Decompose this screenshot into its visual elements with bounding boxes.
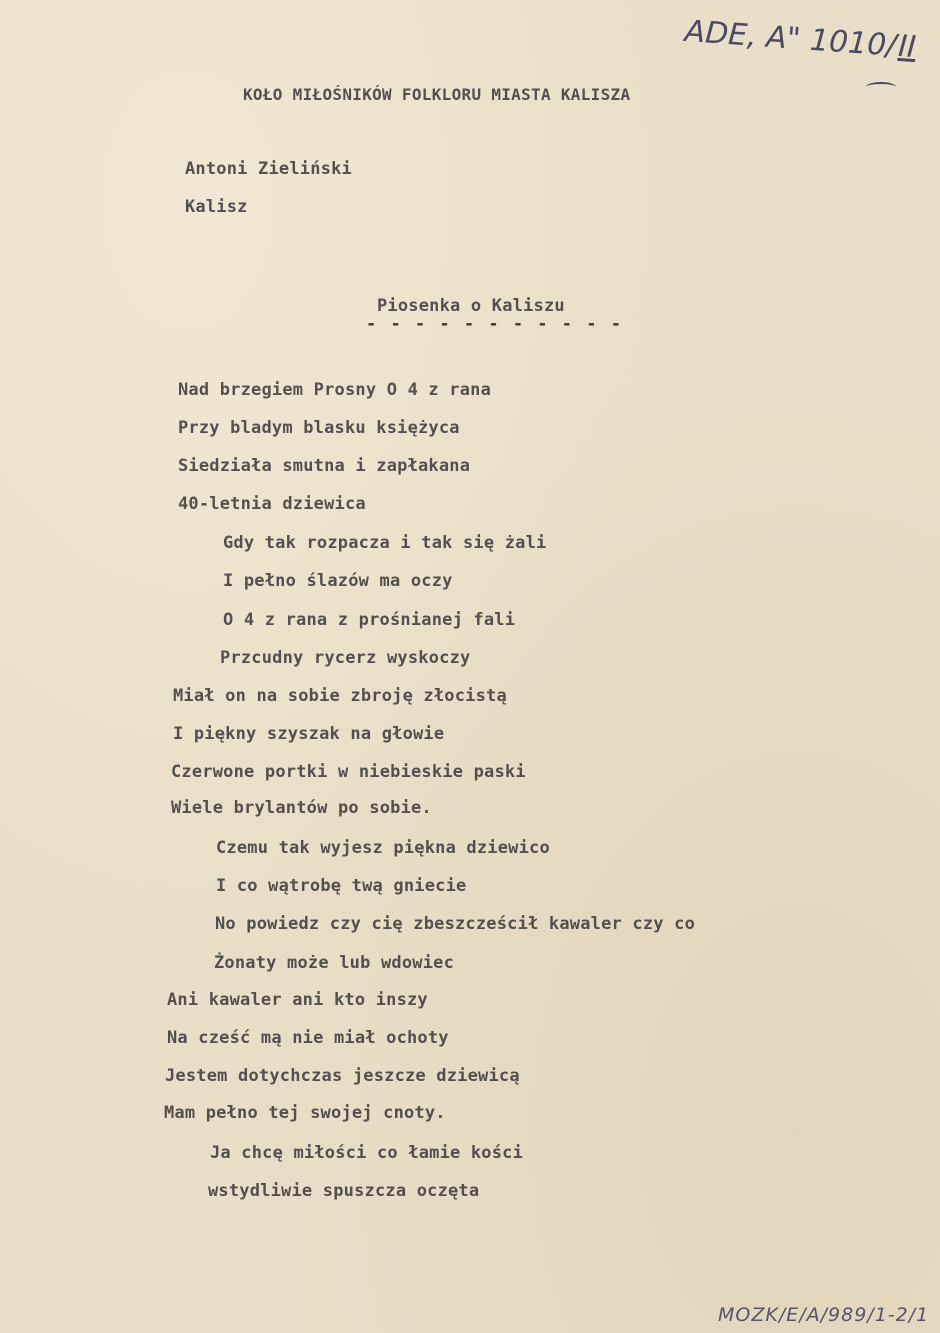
poem-line: Ja chcę miłości co łamie kości [210, 1143, 524, 1163]
organization-heading: KOŁO MIŁOŚNIKÓW FOLKLORU MIASTA KALISZA [243, 85, 631, 104]
author-name: Antoni Zieliński [185, 159, 352, 179]
poem-line: Przy bladym blasku księżyca [178, 418, 460, 438]
poem-line: Czemu tak wyjesz piękna dziewico [216, 838, 550, 858]
shelfmark-handwritten [684, 14, 918, 65]
poem-line: Jestem dotychczas jeszcze dziewicą [165, 1066, 520, 1086]
archive-signature: MOZK/E/A/989/1-2/1 [718, 1304, 930, 1326]
poem-line: Miał on na sobie zbroję złocistą [173, 686, 507, 706]
poem-line: O 4 z rana z prośnianej fali [223, 610, 516, 630]
poem-line: Mam pełno tej swojej cnoty. [164, 1103, 446, 1123]
song-title: Piosenka o Kaliszu [377, 296, 565, 316]
poem-line: Na cześć mą nie miał ochoty [167, 1028, 449, 1048]
poem-line: Ani kawaler ani kto inszy [167, 990, 428, 1010]
poem-line: Nad brzegiem Prosny O 4 z rana [178, 380, 492, 400]
author-city: Kalisz [185, 197, 248, 217]
poem-line: 40-letnia dziewica [178, 494, 366, 514]
poem-line: I co wątrobę twą gniecie [216, 876, 467, 896]
song-title-underline: - - - - - - - - - - - [366, 314, 623, 334]
shelfmark-underline [866, 82, 896, 92]
poem-line: Gdy tak rozpacza i tak się żali [223, 533, 547, 553]
poem-line: Czerwone portki w niebieskie paski [171, 762, 526, 782]
poem-line: Wiele brylantów po sobie. [171, 798, 432, 818]
poem-line: I piękny szyszak na głowie [173, 724, 445, 744]
poem-line: Żonaty może lub wdowiec [214, 953, 455, 973]
poem-line: Siedziała smutna i zapłakana [178, 456, 471, 476]
poem-line: No powiedz czy cię zbeszcześcił kawaler czy co [215, 914, 696, 934]
shelfmark-text: ADE, A" 1010/ [683, 14, 898, 64]
poem-line: wstydliwie spuszcza oczęta [208, 1181, 480, 1201]
poem-line: I pełno ślazów ma oczy [223, 571, 453, 591]
shelfmark-suffix: II [897, 28, 918, 66]
poem-line: Przcudny rycerz wyskoczy [220, 648, 471, 668]
